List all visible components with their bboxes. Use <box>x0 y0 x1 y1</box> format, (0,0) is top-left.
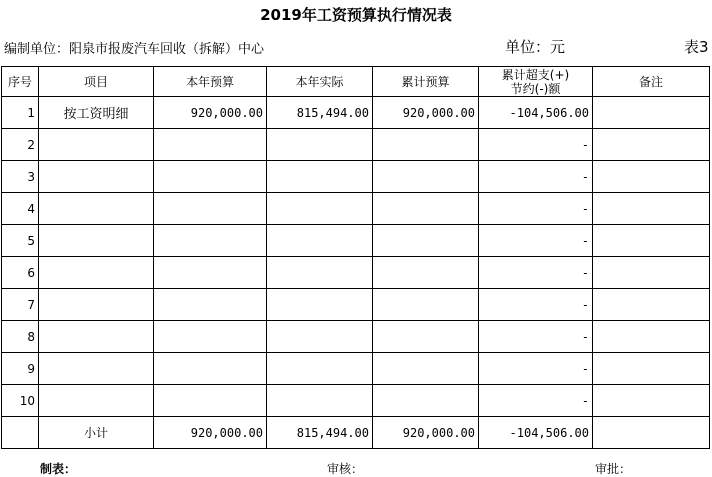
cell-note <box>593 353 710 385</box>
cell-note <box>593 193 710 225</box>
cell-seq: 1 <box>2 97 39 129</box>
cell-seq: 4 <box>2 193 39 225</box>
cell-seq <box>2 417 39 449</box>
subtotal-actual: 815,494.00 <box>267 417 373 449</box>
cell-item <box>39 129 154 161</box>
col-header-item: 项目 <box>39 67 154 97</box>
cell-item <box>39 353 154 385</box>
cell-actual <box>267 129 373 161</box>
col-header-diff-line1: 累计超支(+) <box>501 67 570 82</box>
cell-cum-budget <box>373 225 479 257</box>
col-header-note: 备注 <box>593 67 710 97</box>
cell-budget <box>154 225 267 257</box>
cell-diff: -104,506.00 <box>479 97 593 129</box>
cell-budget <box>154 193 267 225</box>
subtotal-label: 小计 <box>39 417 154 449</box>
cell-budget <box>154 257 267 289</box>
cell-cum-budget <box>373 353 479 385</box>
cell-cum-budget: 920,000.00 <box>373 97 479 129</box>
cell-budget <box>154 353 267 385</box>
cell-seq: 6 <box>2 257 39 289</box>
subtotal-budget: 920,000.00 <box>154 417 267 449</box>
table-row <box>2 257 710 289</box>
cell-actual <box>267 289 373 321</box>
cell-seq: 8 <box>2 321 39 353</box>
cell-diff: - <box>479 161 593 193</box>
cell-budget <box>154 289 267 321</box>
table-row <box>2 193 710 225</box>
cell-budget <box>154 161 267 193</box>
col-header-diff <box>479 67 593 97</box>
cell-note <box>593 97 710 129</box>
cell-actual <box>267 385 373 417</box>
cell-seq: 5 <box>2 225 39 257</box>
reviewed-by: 审核： <box>327 462 364 476</box>
table-row <box>2 321 710 353</box>
cell-actual <box>267 193 373 225</box>
table-number: 表3 <box>684 38 709 56</box>
cell-cum-budget <box>373 257 479 289</box>
col-header-cum-budget: 累计预算 <box>373 67 479 97</box>
cell-diff: - <box>479 225 593 257</box>
cell-diff: - <box>479 289 593 321</box>
subtotal-note <box>593 417 710 449</box>
cell-cum-budget <box>373 321 479 353</box>
currency-unit: 单位：元 <box>505 38 566 56</box>
cell-budget <box>154 321 267 353</box>
cell-note <box>593 385 710 417</box>
cell-note <box>593 129 710 161</box>
cell-item: 按工资明细 <box>39 97 154 129</box>
table-row <box>2 353 710 385</box>
cell-note <box>593 321 710 353</box>
cell-item <box>39 161 154 193</box>
table-row <box>2 97 710 129</box>
subtotal-cum-budget: 920,000.00 <box>373 417 479 449</box>
subtotal-diff: -104,506.00 <box>479 417 593 449</box>
prepared-by: 制表： <box>40 462 77 476</box>
table-row <box>2 385 710 417</box>
table-row <box>2 225 710 257</box>
cell-item <box>39 321 154 353</box>
cell-actual <box>267 257 373 289</box>
table-row <box>2 129 710 161</box>
cell-note <box>593 289 710 321</box>
table-row <box>2 161 710 193</box>
budget-table <box>1 66 710 449</box>
col-header-diff-line2: 节约(-)额 <box>510 81 561 96</box>
cell-actual: 815,494.00 <box>267 97 373 129</box>
cell-seq: 7 <box>2 289 39 321</box>
page-title: 2019年工资预算执行情况表 <box>260 6 452 24</box>
cell-cum-budget <box>373 161 479 193</box>
col-header-seq: 序号 <box>2 67 39 97</box>
cell-diff: - <box>479 321 593 353</box>
cell-budget: 920,000.00 <box>154 97 267 129</box>
cell-diff: - <box>479 193 593 225</box>
compiling-unit: 编制单位：阳泉市报废汽车回收（拆解）中心 <box>4 42 265 57</box>
cell-seq: 3 <box>2 161 39 193</box>
approved-by: 审批： <box>595 462 632 476</box>
cell-note <box>593 161 710 193</box>
header-row <box>2 67 710 97</box>
cell-item <box>39 257 154 289</box>
cell-item <box>39 193 154 225</box>
cell-cum-budget <box>373 289 479 321</box>
cell-diff: - <box>479 129 593 161</box>
cell-item <box>39 385 154 417</box>
cell-cum-budget <box>373 129 479 161</box>
cell-cum-budget <box>373 193 479 225</box>
cell-item <box>39 289 154 321</box>
table-row <box>2 289 710 321</box>
cell-diff: - <box>479 353 593 385</box>
cell-actual <box>267 353 373 385</box>
cell-seq: 10 <box>2 385 39 417</box>
cell-budget <box>154 385 267 417</box>
cell-actual <box>267 225 373 257</box>
cell-cum-budget <box>373 385 479 417</box>
cell-item <box>39 225 154 257</box>
subtotal-row <box>2 417 710 449</box>
cell-actual <box>267 321 373 353</box>
cell-budget <box>154 129 267 161</box>
cell-note <box>593 225 710 257</box>
col-header-actual: 本年实际 <box>267 67 373 97</box>
cell-diff: - <box>479 257 593 289</box>
cell-actual <box>267 161 373 193</box>
cell-seq: 2 <box>2 129 39 161</box>
cell-diff: - <box>479 385 593 417</box>
cell-seq: 9 <box>2 353 39 385</box>
cell-note <box>593 257 710 289</box>
col-header-budget: 本年预算 <box>154 67 267 97</box>
